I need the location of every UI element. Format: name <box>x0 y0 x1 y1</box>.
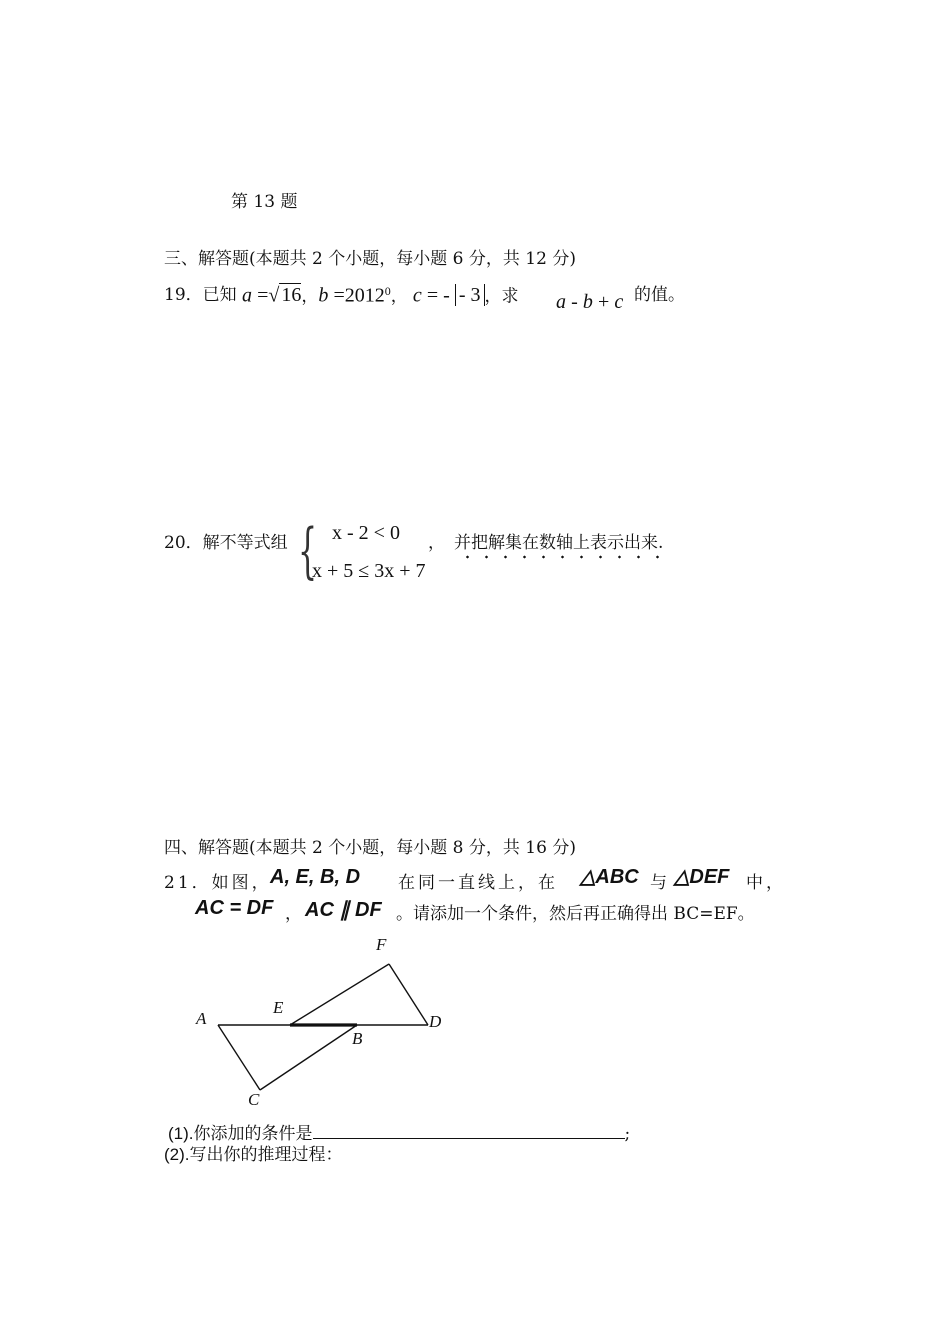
q20-line-1: x - 2 < 0 <box>332 522 400 544</box>
label-e: E <box>273 998 284 1017</box>
q21-line1-b: 在同一直线上，在 <box>398 873 558 893</box>
sqrt-icon: √ <box>268 284 280 307</box>
q21-cond-1: AC = DF <box>195 897 274 919</box>
q20-sep: ， <box>428 533 445 553</box>
q20-line-2: x + 5 ≤ 3x + 7 <box>312 560 426 582</box>
label-a: A <box>196 1009 207 1028</box>
brace-icon: { <box>298 516 318 586</box>
q19-tail: 的值。 <box>634 285 685 305</box>
q19-a-lhs: a <box>242 284 252 307</box>
q21-part-1-label: (1).你添加的条件是 <box>168 1124 313 1143</box>
q19-comma-2: ， <box>390 286 408 307</box>
line-ef <box>290 964 389 1025</box>
q19-target-plus: + <box>597 291 610 313</box>
q19-target-minus: - <box>571 291 578 313</box>
q19-b-val: 2012 <box>344 284 385 307</box>
q19-b-exp: 0 <box>384 284 391 298</box>
q21-part-1-end: ; <box>624 1124 631 1144</box>
q19-comma-3: ，求 <box>484 286 519 307</box>
q21-tri-1: △ABC <box>580 866 639 888</box>
label-f: F <box>376 935 387 954</box>
q19-b-eq: = <box>333 284 345 307</box>
q20-number: 20．解不等式组 <box>164 533 288 553</box>
q21-tri-2: △DEF <box>674 866 730 888</box>
q21-comma: ， <box>285 904 302 924</box>
q21-cond-2: AC ∥ DF <box>305 899 382 921</box>
q19-c-abs: - 3 <box>455 284 485 306</box>
q19-target-b: b <box>582 291 593 313</box>
line-fd <box>389 964 428 1025</box>
section-3-heading: 三、解答题(本题共 2 个小题，每小题 6 分，共 12 分) <box>164 249 576 269</box>
q19-b-expr: b <box>318 284 329 307</box>
label-c: C <box>248 1090 260 1109</box>
line-cb <box>260 1025 357 1090</box>
q19-a-eq: = <box>257 284 269 307</box>
section-4-heading: 四、解答题(本题共 2 个小题，每小题 8 分，共 16 分) <box>164 838 576 858</box>
label-b: B <box>352 1029 363 1048</box>
label-d: D <box>429 1012 442 1031</box>
q21-line2-tail: 。请添加一个条件，然后再正确得出 BC=EF。 <box>396 904 755 924</box>
q21-line1-c: 与 <box>650 873 667 893</box>
q19-c-eq: = - <box>426 284 450 307</box>
q19-number: 19．已知 <box>164 285 237 305</box>
figure-caption: 第 13 题 <box>231 192 298 212</box>
q19-target-c: c <box>614 291 624 313</box>
q21-line1-d: 中， <box>746 873 786 893</box>
q19-target-a: a <box>556 291 566 313</box>
q19-a-root: 16 <box>281 284 302 307</box>
answer-blank[interactable] <box>313 1122 625 1139</box>
q21-line1-a: 21．如图， <box>164 873 272 893</box>
q19-c-expr: c <box>412 284 422 307</box>
q20-tail: 并把解集在数轴上表示出来. <box>454 532 663 560</box>
q19-comma-1: ， <box>301 286 319 307</box>
line-ac <box>218 1025 260 1090</box>
q21-part-1 <box>168 1122 630 1145</box>
q21-part-2: (2).写出你的推理过程： <box>164 1145 343 1164</box>
q21-points: A, E, B, D <box>270 866 361 888</box>
